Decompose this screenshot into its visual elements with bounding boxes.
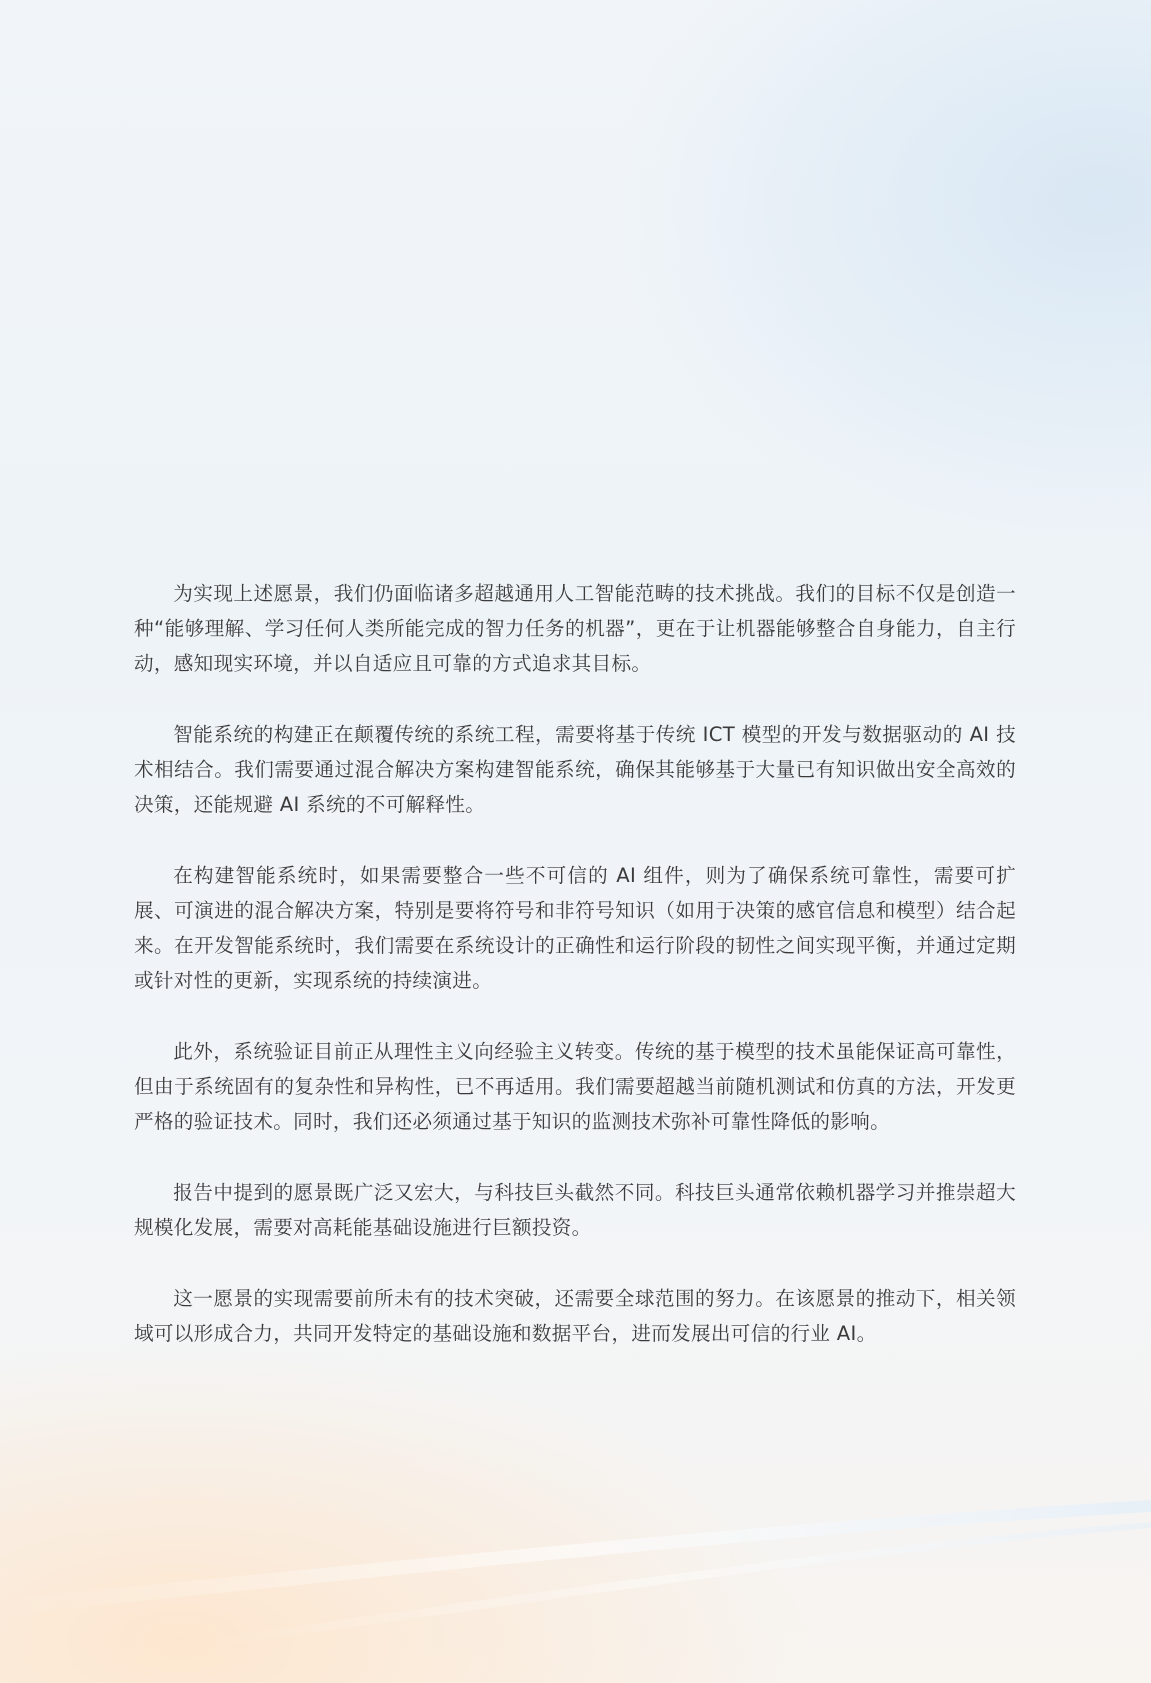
- body-text: [134, 576, 1016, 1387]
- paragraph-2: 智能系统的构建正在颠覆传统的系统工程，需要将基于传统 ICT 模型的开发与数据驱动的 AI 技术相结合。我们需要通过混合解决方案构建智能系统，确保其能够基于大量已有知识做出安全高效的决策，还能规避 AI 系统的不可解释性。: [134, 723, 1016, 816]
- paragraph-6: 这一愿景的实现需要前所未有的技术突破，还需要全球范围的努力。在该愿景的推动下，相关领域可以形成合力，共同开发特定的基础设施和数据平台，进而发展出可信的行业 AI。: [134, 1287, 1016, 1345]
- paragraph-4: 此外，系统验证目前正从理性主义向经验主义转变。传统的基于模型的技术虽能保证高可靠性，但由于系统固有的复杂性和异构性，已不再适用。我们需要超越当前随机测试和仿真的方法，开发更严格的验证技术。同时，我们还必须通过基于知识的监测技术弥补可靠性降低的影响。: [134, 1040, 1016, 1133]
- paragraph-5: 报告中提到的愿景既广泛又宏大，与科技巨头截然不同。科技巨头通常依赖机器学习并推崇超大规模化发展，需要对高耗能基础设施进行巨额投资。: [134, 1181, 1016, 1239]
- paragraph-3: 在构建智能系统时，如果需要整合一些不可信的 AI 组件，则为了确保系统可靠性，需要可扩展、可演进的混合解决方案，特别是要将符号和非符号知识（如用于决策的感官信息和模型）结合起来。在开发智能系统时，我们需要在系统设计的正确性和运行阶段的韧性之间实现平衡，并通过定期或针对性的更新，实现系统的持续演进。: [134, 864, 1016, 992]
- paragraph-1: 为实现上述愿景，我们仍面临诸多超越通用人工智能范畴的技术挑战。我们的目标不仅是创造一种“能够理解、学习任何人类所能完成的智力任务的机器”，更在于让机器能够整合自身能力，自主行动，感知现实环境，并以自适应且可靠的方式追求其目标。: [134, 582, 1016, 675]
